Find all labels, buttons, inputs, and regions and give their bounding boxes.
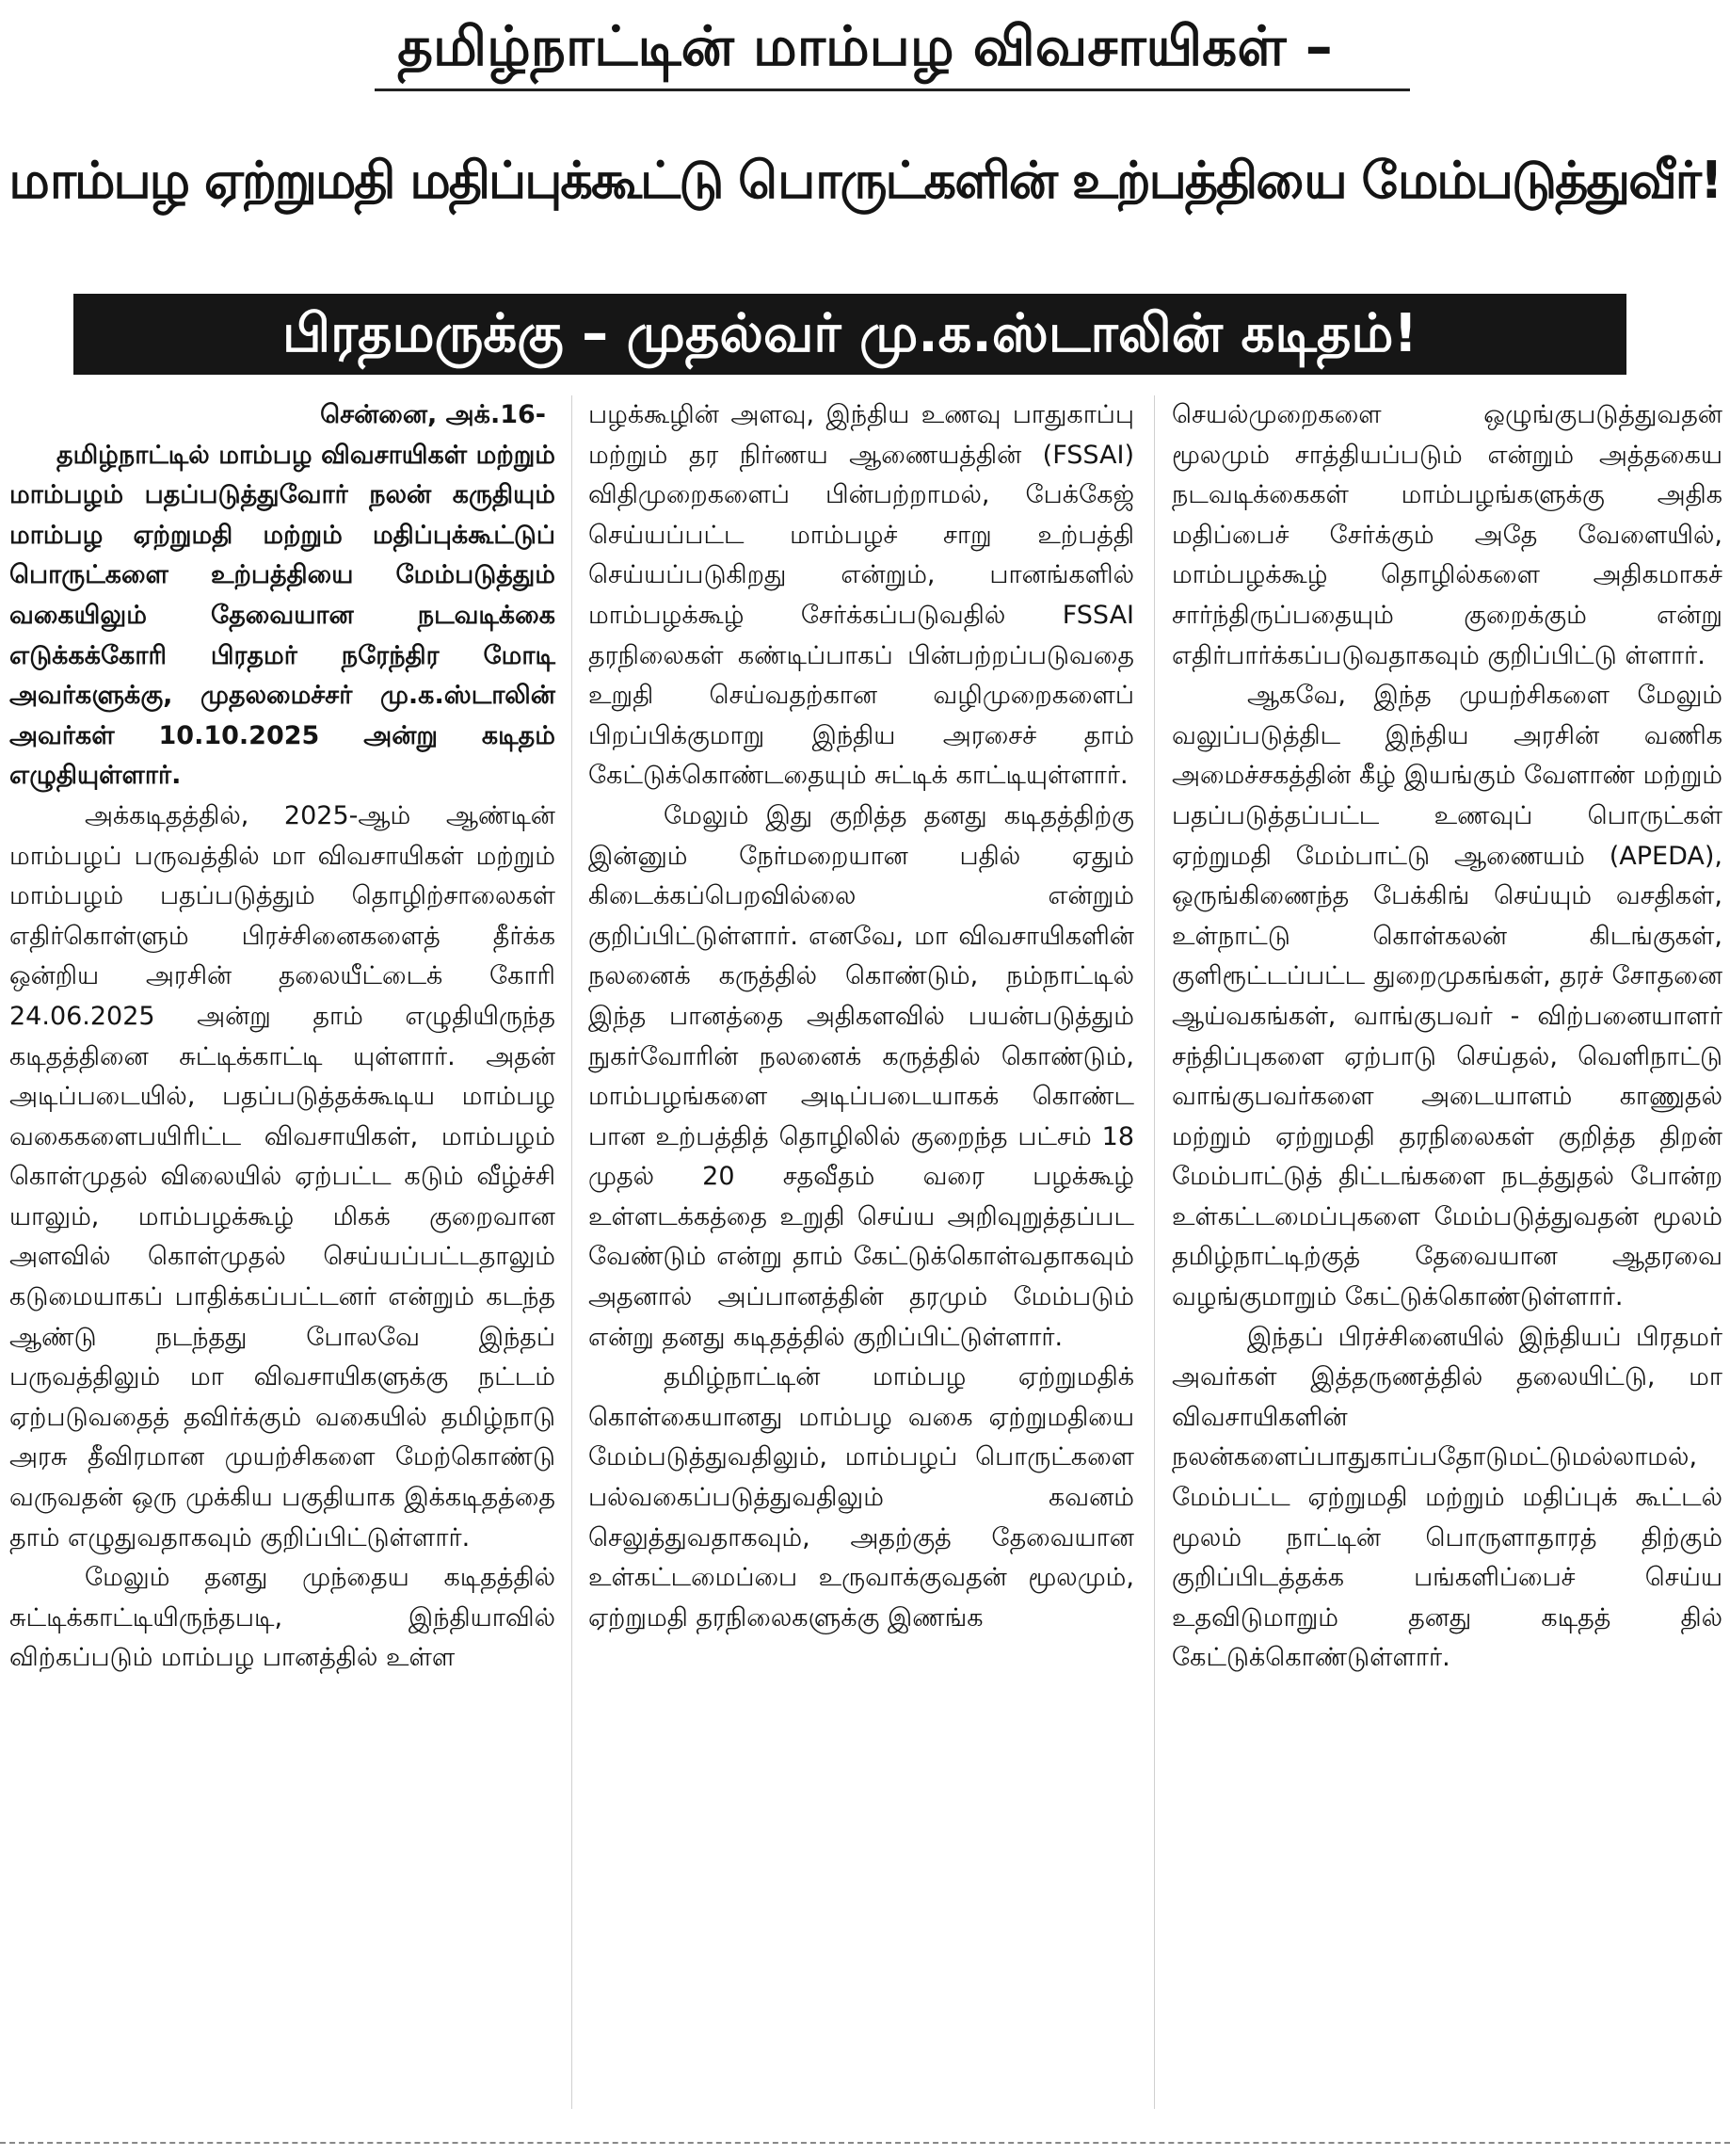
subheadline-banner: பிரதமருக்கு – முதல்வர் மு.க.ஸ்டாலின் கடிதம்! <box>73 294 1626 375</box>
article-paragraph-6: இந்தப் பிரச்சினையில் இந்தியப் பிரதமர் அவர்கள் இத்தருணத்தில் தலையிட்டு, மா விவசாயிகளின் நலன்களைப்பாதுகாப்பதோடுமட்டுமல்லாமல், மேம்பட்ட ஏற்றுமதி மற்றும் மதிப்புக் கூட்டல் மூலம் நாட்டின் பொருளாதாரத் திற்கும் குறிப்பிடத்தக்க பங்களிப்பைச் செய்ய உதவிடுமாறும் தனது கடிதத் தில் கேட்டுக்கொண்டுள்ளார். <box>1172 1322 1722 1673</box>
kicker-headline: தமிழ்நாட்டின் மாம்பழ விவசாயிகள் – <box>397 14 1333 78</box>
article-paragraph-1: அக்கடிதத்தில், 2025-ஆம் ஆண்டின் மாம்பழப் பருவத்தில் மா விவசாயிகள் மற்றும் மாம்பழம் பதப்படுத்தும் தொழிற்சாலைகள் எதிர்கொள்ளும் பிரச்சினைகளைத் தீர்க்க ஒன்றிய அரசின் தலையீட்டைக் கோரி 24.06.2025 அன்று தாம் எழுதியிருந்த கடிதத்தினை சுட்டிக்காட்டி யுள்ளார். அதன் அடிப்படையில், பதப்படுத்தக்கூடிய மாம்பழ வகைகளைபயிரிட்ட விவசாயிகள், மாம்பழம் கொள்முதல் விலையில் ஏற்பட்ட கடும் வீழ்ச்சி யாலும், மாம்பழக்கூழ் மிகக் குறைவான அளவில் கொள்முதல் செய்யப்பட்டதாலும் கடுமையாகப் பாதிக்கப்பட்டனர் என்றும் கடந்த ஆண்டு நடந்தது போலவே இந்தப் பருவத்திலும் மா விவசாயிகளுக்கு நட்டம் ஏற்படுவதைத் தவிர்க்கும் வகையில் தமிழ்நாடு அரசு தீவிரமான முயற்சிகளை மேற்கொண்டு வருவதன் ஒரு முக்கிய பகுதியாக இக்கடிதத்தை தாம் எழுதுவதாகவும் குறிப்பிட்டுள்ளார். <box>9 800 555 1553</box>
column-divider <box>1154 395 1155 2109</box>
column-divider <box>571 395 572 2109</box>
main-headline: மாம்பழ ஏற்றுமதி மதிப்புக்கூட்டு பொருட்களின் உற்பத்தியை மேம்படுத்துவீர்! <box>8 151 1722 210</box>
article-paragraph-4-start: தமிழ்நாட்டின் மாம்பழ ஏற்றுமதிக் கொள்கையானது மாம்பழ வகை ஏற்றுமதியை மேம்படுத்துவதிலும், மாம்பழப் பொருட்களை பல்வகைப்படுத்துவதிலும் கவனம் செலுத்துவதாகவும், அதற்குத் தேவையான உள்கட்டமைப்பை உருவாக்குவதன் மூலமும், ஏற்றுமதி தரநிலைகளுக்கு இணங்க <box>588 1362 1134 1633</box>
article-paragraph-2-continued: பழக்கூழின் அளவு, இந்திய உணவு பாதுகாப்பு மற்றும் தர நிர்ணய ஆணையத்தின் (FSSAI) விதிமுறைகளைப் பின்பற்றாமல், பேக்கேஜ் செய்யப்பட்ட மாம்பழச் சாறு உற்பத்தி செய்யப்படுகிறது என்றும், பானங்களில் மாம்பழக்கூழ் சேர்க்கப்படுவதில் FSSAI தரநிலைகள் கண்டிப்பாகப் பின்பற்றப்படுவதை உறுதி செய்வதற்கான வழிமுறைகளைப் பிறப்பிக்குமாறு இந்திய அரசைச் தாம் கேட்டுக்கொண்டதையும் சுட்டிக் காட்டியுள்ளார். <box>588 400 1134 791</box>
article-column-1 <box>9 395 555 2118</box>
article-column-3 <box>1172 395 1722 2118</box>
kicker-underline <box>375 88 1410 91</box>
article-paragraph-2-start: மேலும் தனது முந்தைய கடிதத்தில் சுட்டிக்காட்டியிருந்தபடி, இந்தியாவில் விற்கப்படும் மாம்பழ பானத்தில் உள்ள <box>9 1563 555 1673</box>
article-column-2 <box>588 395 1134 2118</box>
dateline: சென்னை, அக்.16- <box>320 400 546 429</box>
article-paragraph-3: மேலும் இது குறித்த தனது கடிதத்திற்கு இன்னும் நேர்மறையான பதில் ஏதும் கிடைக்கப்பெறவில்லை என்றும் குறிப்பிட்டுள்ளார். எனவே, மா விவசாயிகளின் நலனைக் கருத்தில் கொண்டும், நம்நாட்டில் இந்த பானத்தை அதிகளவில் பயன்படுத்தும் நுகர்வோரின் நலனைக் கருத்தில் கொண்டும், மாம்பழங்களை அடிப்படையாகக் கொண்ட பான உற்பத்தித் தொழிலில் குறைந்த பட்சம் 18 முதல் 20 சதவீதம் வரை பழக்கூழ் உள்ளடக்கத்தை உறுதி செய்ய அறிவுறுத்தப்பட வேண்டும் என்று தாம் கேட்டுக்கொள்வதாகவும் அதனால் அப்பானத்தின் தரமும் மேம்படும் என்று தனது கடிதத்தில் குறிப்பிட்டுள்ளார். <box>588 800 1134 1352</box>
article-paragraph-5: ஆகவே, இந்த முயற்சிகளை மேலும் வலுப்படுத்திட இந்திய அரசின் வணிக அமைச்சகத்தின் கீழ் இயங்கும் வேளாண் மற்றும் பதப்படுத்தப்பட்ட உணவுப் பொருட்கள் ஏற்றுமதி மேம்பாட்டு ஆணையம் (APEDA), ஒருங்கிணைந்த பேக்கிங் செய்யும் வசதிகள், உள்நாட்டு கொள்கலன் கிடங்குகள், குளிரூட்டப்பட்ட துறைமுகங்கள், தரச் சோதனை ஆய்வகங்கள், வாங்குபவர் - விற்பனையாளர் சந்திப்புகளை ஏற்பாடு செய்தல், வெளிநாட்டு வாங்குபவர்களை அடையாளம் காணுதல் மற்றும் ஏற்றுமதி தரநிலைகள் குறித்த திறன் மேம்பாட்டுத் திட்டங்களை நடத்துதல் போன்ற உள்கட்டமைப்புகளை மேம்படுத்துவதன் மூலம் தமிழ்நாட்டிற்குத் தேவையான ஆதரவை வழங்குமாறும் கேட்டுக்கொண்டுள்ளார். <box>1172 681 1722 1312</box>
bottom-dashed-rule <box>0 2142 1730 2144</box>
lead-paragraph: தமிழ்நாட்டில் மாம்பழ விவசாயிகள் மற்றும் மாம்பழம் பதப்படுத்துவோர் நலன் கருதியும் மாம்பழ ஏற்றுமதி மற்றும் மதிப்புக்கூட்டுப் பொருட்களை உற்பத்தியை மேம்படுத்தும் வகையிலும் தேவையான நடவடிக்கை எடுக்கக்கோரி பிரதமர் நரேந்திர மோடி அவர்களுக்கு, முதலமைச்சர் மு.க.ஸ்டாலின் அவர்கள் 10.10.2025 அன்று கடிதம் எழுதியுள்ளார். <box>9 440 555 791</box>
article-paragraph-4-continued: செயல்முறைகளை ஒழுங்குபடுத்துவதன் மூலமும் சாத்தியப்படும் என்றும் அத்தகைய நடவடிக்கைகள் மாம்பழங்களுக்கு அதிக மதிப்பைச் சேர்க்கும் அதே வேளையில், மாம்பழக்கூழ் தொழில்களை அதிகமாகச் சார்ந்திருப்பதையும் குறைக்கும் என்று எதிர்பார்க்கப்படுவதாகவும் குறிப்பிட்டு ள்ளார். <box>1172 400 1722 670</box>
